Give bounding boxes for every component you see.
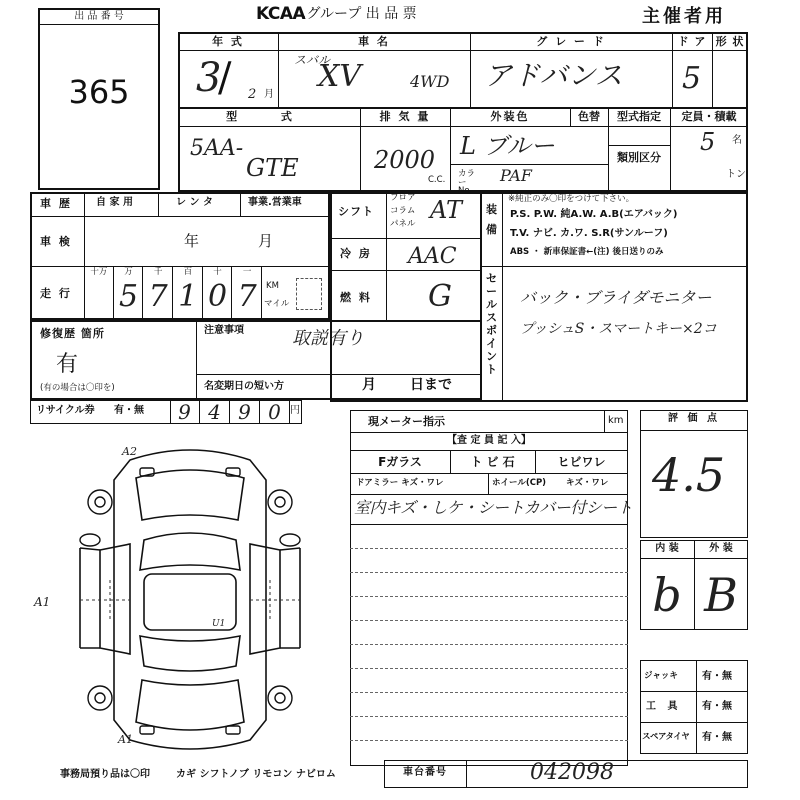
mileage-digit-cell — [143, 266, 173, 320]
meter-label: 現メーター指示 — [368, 415, 445, 428]
recycle-opts: 有・無 — [114, 405, 144, 416]
notes-label: 注意事項 — [204, 325, 244, 336]
ext-color-value: L ブルー — [460, 132, 555, 160]
mileage-digit-unit: 万 — [124, 267, 133, 277]
damage-mark-left: A1 — [34, 595, 51, 609]
mileage-label: 走 行 — [40, 287, 72, 300]
chassis-label: 車台番号 — [403, 767, 447, 778]
blank-line — [350, 572, 628, 573]
mileage-digit: 7 — [148, 279, 168, 314]
damage-mark-center: U1 — [212, 619, 226, 629]
load-unit: トン — [726, 169, 746, 180]
shift-value: AT — [430, 196, 463, 224]
grade-value: アドバンス — [484, 59, 623, 92]
spare-opts: 有・無 — [702, 732, 732, 743]
repair-label: 修復歴 箇所 — [40, 327, 105, 340]
blank-line — [350, 644, 628, 645]
blank-line — [350, 548, 628, 549]
history-business: 事業.営業車 — [248, 197, 302, 208]
repair-value: 有 — [56, 352, 79, 377]
tools-label: 工 具 — [646, 701, 682, 712]
damage-mark-top: A2 — [122, 445, 137, 458]
mileage-digit-cell — [232, 266, 262, 320]
recycle-digit: 0 — [260, 400, 290, 424]
car-diagram — [70, 440, 310, 760]
blank-lines — [350, 524, 628, 766]
exterior-value: B — [704, 568, 738, 622]
mileage-digit: 7 — [237, 279, 257, 314]
blank-line — [350, 716, 628, 717]
type-label: 型 式 — [226, 110, 312, 123]
color-change-label: 色替 — [578, 110, 600, 123]
mileage-digit-unit: 百 — [183, 267, 193, 277]
recycle-digit: 4 — [200, 400, 230, 424]
recycle-amount — [170, 400, 290, 424]
recycle-digit: 9 — [230, 400, 260, 424]
name-change-month: 月 — [362, 377, 376, 393]
brand-logo: KCAA — [256, 4, 306, 24]
mileage-digit-unit: 十 — [213, 267, 222, 277]
type-code: GTE — [246, 154, 299, 182]
mirror-label: ドアミラー キズ・ワレ — [356, 478, 444, 488]
notes-value: 取説有り — [292, 328, 364, 349]
drive-value: 4WD — [410, 72, 450, 91]
equip-line-1: P.S. P.W. 純A.W. A.B(エアバック) — [510, 209, 678, 220]
model-value: XV — [318, 59, 362, 94]
sales-point-1: バック・ブライダモニター — [520, 288, 712, 307]
year-value: 3 — [196, 55, 222, 101]
type-designation-label: 型式指定 — [617, 110, 661, 123]
shift-floor: フロア — [390, 193, 416, 203]
fuel-value: G — [428, 279, 452, 314]
history-label: 車 歴 — [40, 197, 72, 210]
name-change-label: 名変期日の短い方 — [204, 381, 284, 392]
form-title: .グループ 出 品 票 — [302, 6, 417, 22]
exterior-label: 外 装 — [709, 543, 733, 554]
mileage-digit-cell — [114, 266, 144, 320]
displacement-value: 2000 — [374, 146, 436, 174]
grade-label: グ レ ー ド — [536, 35, 606, 48]
history-rental: レ ン タ — [176, 197, 213, 208]
doors-label: ド ア — [677, 35, 707, 48]
spare-label: スペアタイヤ — [642, 732, 690, 742]
inspector-heading: 【査 定 員 記 入】 — [447, 435, 531, 446]
make-model-label: 車 名 — [358, 35, 390, 48]
mileage-digit-unit: 千 — [153, 267, 163, 277]
score-value: 4.5 — [652, 448, 726, 502]
tools-opts: 有・無 — [702, 701, 732, 712]
doors-value: 5 — [682, 61, 702, 96]
jack-opts: 有・無 — [702, 671, 732, 682]
equip-label: 装 備 — [486, 203, 499, 236]
interior-value: b — [652, 568, 682, 622]
f-glass-label: Fガラス — [378, 455, 422, 469]
month-unit: 月 — [264, 89, 274, 100]
blank-line — [350, 668, 628, 669]
office-note: 事務局預り品は〇印 — [60, 769, 150, 780]
name-change-day: 日まで — [410, 377, 452, 393]
mileage-digit-unit: 一 — [242, 267, 252, 277]
damage-mark-bottom: A1 — [118, 733, 133, 746]
cc-unit: C.C. — [428, 175, 446, 185]
sales-point-2: プッシュS・スマートキー×2コ — [520, 321, 717, 337]
month-value: 2 — [248, 87, 257, 102]
blank-line — [350, 620, 628, 621]
interior-label: 内 装 — [655, 543, 679, 554]
office-items: カギ シフトノブ リモコン ナビロム — [176, 769, 336, 780]
mileage-digit: 5 — [118, 279, 139, 314]
mile-checkbox[interactable] — [296, 278, 322, 310]
mileage-digit: 0 — [207, 279, 228, 314]
organizer-label: 主催者用 — [642, 6, 726, 27]
jack-label: ジャッキ — [644, 671, 678, 681]
displacement-label: 排 気 量 — [379, 110, 431, 123]
mile-unit: マイル — [264, 299, 290, 309]
mileage-digit: 1 — [178, 279, 198, 314]
inspection-label: 車 検 — [40, 235, 72, 248]
sales-point-label: セールスポイント — [486, 272, 497, 376]
repair-note: (有の場合は〇印を) — [40, 383, 115, 393]
lot-number-label: 出 品 番 号 — [74, 11, 124, 22]
equip-note: ※純正のみ〇印をつけて下さい。 — [508, 194, 635, 204]
recycle-digit: 9 — [170, 400, 200, 424]
shift-panel: パネル — [390, 219, 416, 229]
blank-line — [350, 692, 628, 693]
blank-line — [350, 596, 628, 597]
color-no-label: カラー No. — [458, 169, 476, 196]
maker-note: スバル — [294, 53, 331, 67]
category-label: 類別区分 — [617, 151, 661, 164]
inspection-year: 年 — [184, 232, 200, 250]
inspector-remark: 室内キズ・しケ・シートカバー付シート — [354, 498, 633, 517]
body-label: 形 状 — [715, 35, 745, 48]
capacity-unit: 名 — [732, 135, 742, 146]
shift-column: コラム — [390, 206, 416, 216]
year-label: 年 式 — [212, 35, 244, 48]
mileage-digit-cell — [84, 266, 114, 320]
mileage-digit-cell — [173, 266, 203, 320]
chassis-number: 042098 — [530, 760, 614, 785]
ac-label: 冷 房 — [340, 247, 372, 260]
wheel-label: ホイール(CP) — [492, 478, 547, 488]
meter-km: km — [608, 415, 624, 426]
blank-line — [350, 740, 628, 741]
ac-value: AAC — [408, 244, 457, 269]
fuel-label: 燃 料 — [340, 291, 372, 304]
capacity-label: 定員・積載 — [681, 110, 737, 123]
chip-label: ト ビ 石 — [470, 455, 515, 469]
mileage-digit-cell — [203, 266, 233, 320]
shift-label: シフト — [338, 205, 374, 218]
mileage-digit-unit: 十万 — [90, 267, 108, 277]
inspection-month: 月 — [258, 232, 274, 250]
crack-label: ヒビワレ — [557, 455, 606, 469]
km-unit: KM — [266, 281, 279, 291]
type-value: 5AA- — [190, 136, 244, 161]
history-private: 自 家 用 — [96, 197, 133, 208]
yen-unit: 円 — [290, 405, 300, 416]
ext-color-label: 外装色 — [490, 110, 530, 123]
mileage-digits — [84, 266, 262, 320]
wheel-damage-label: キズ・ワレ — [566, 478, 609, 488]
capacity-value: 5 — [700, 128, 716, 156]
lot-number: 365 — [68, 73, 130, 111]
equip-line-3: ABS ・ 新車保証書←(注) 後日送りのみ — [510, 247, 664, 257]
recycle-label: リサイクル券 — [36, 405, 95, 416]
equip-line-2: T.V. ナビ. カ.ワ. S.R(サンルーフ) — [510, 228, 668, 239]
score-label: 評 価 点 — [668, 413, 720, 424]
color-no-value: PAF — [500, 166, 532, 185]
